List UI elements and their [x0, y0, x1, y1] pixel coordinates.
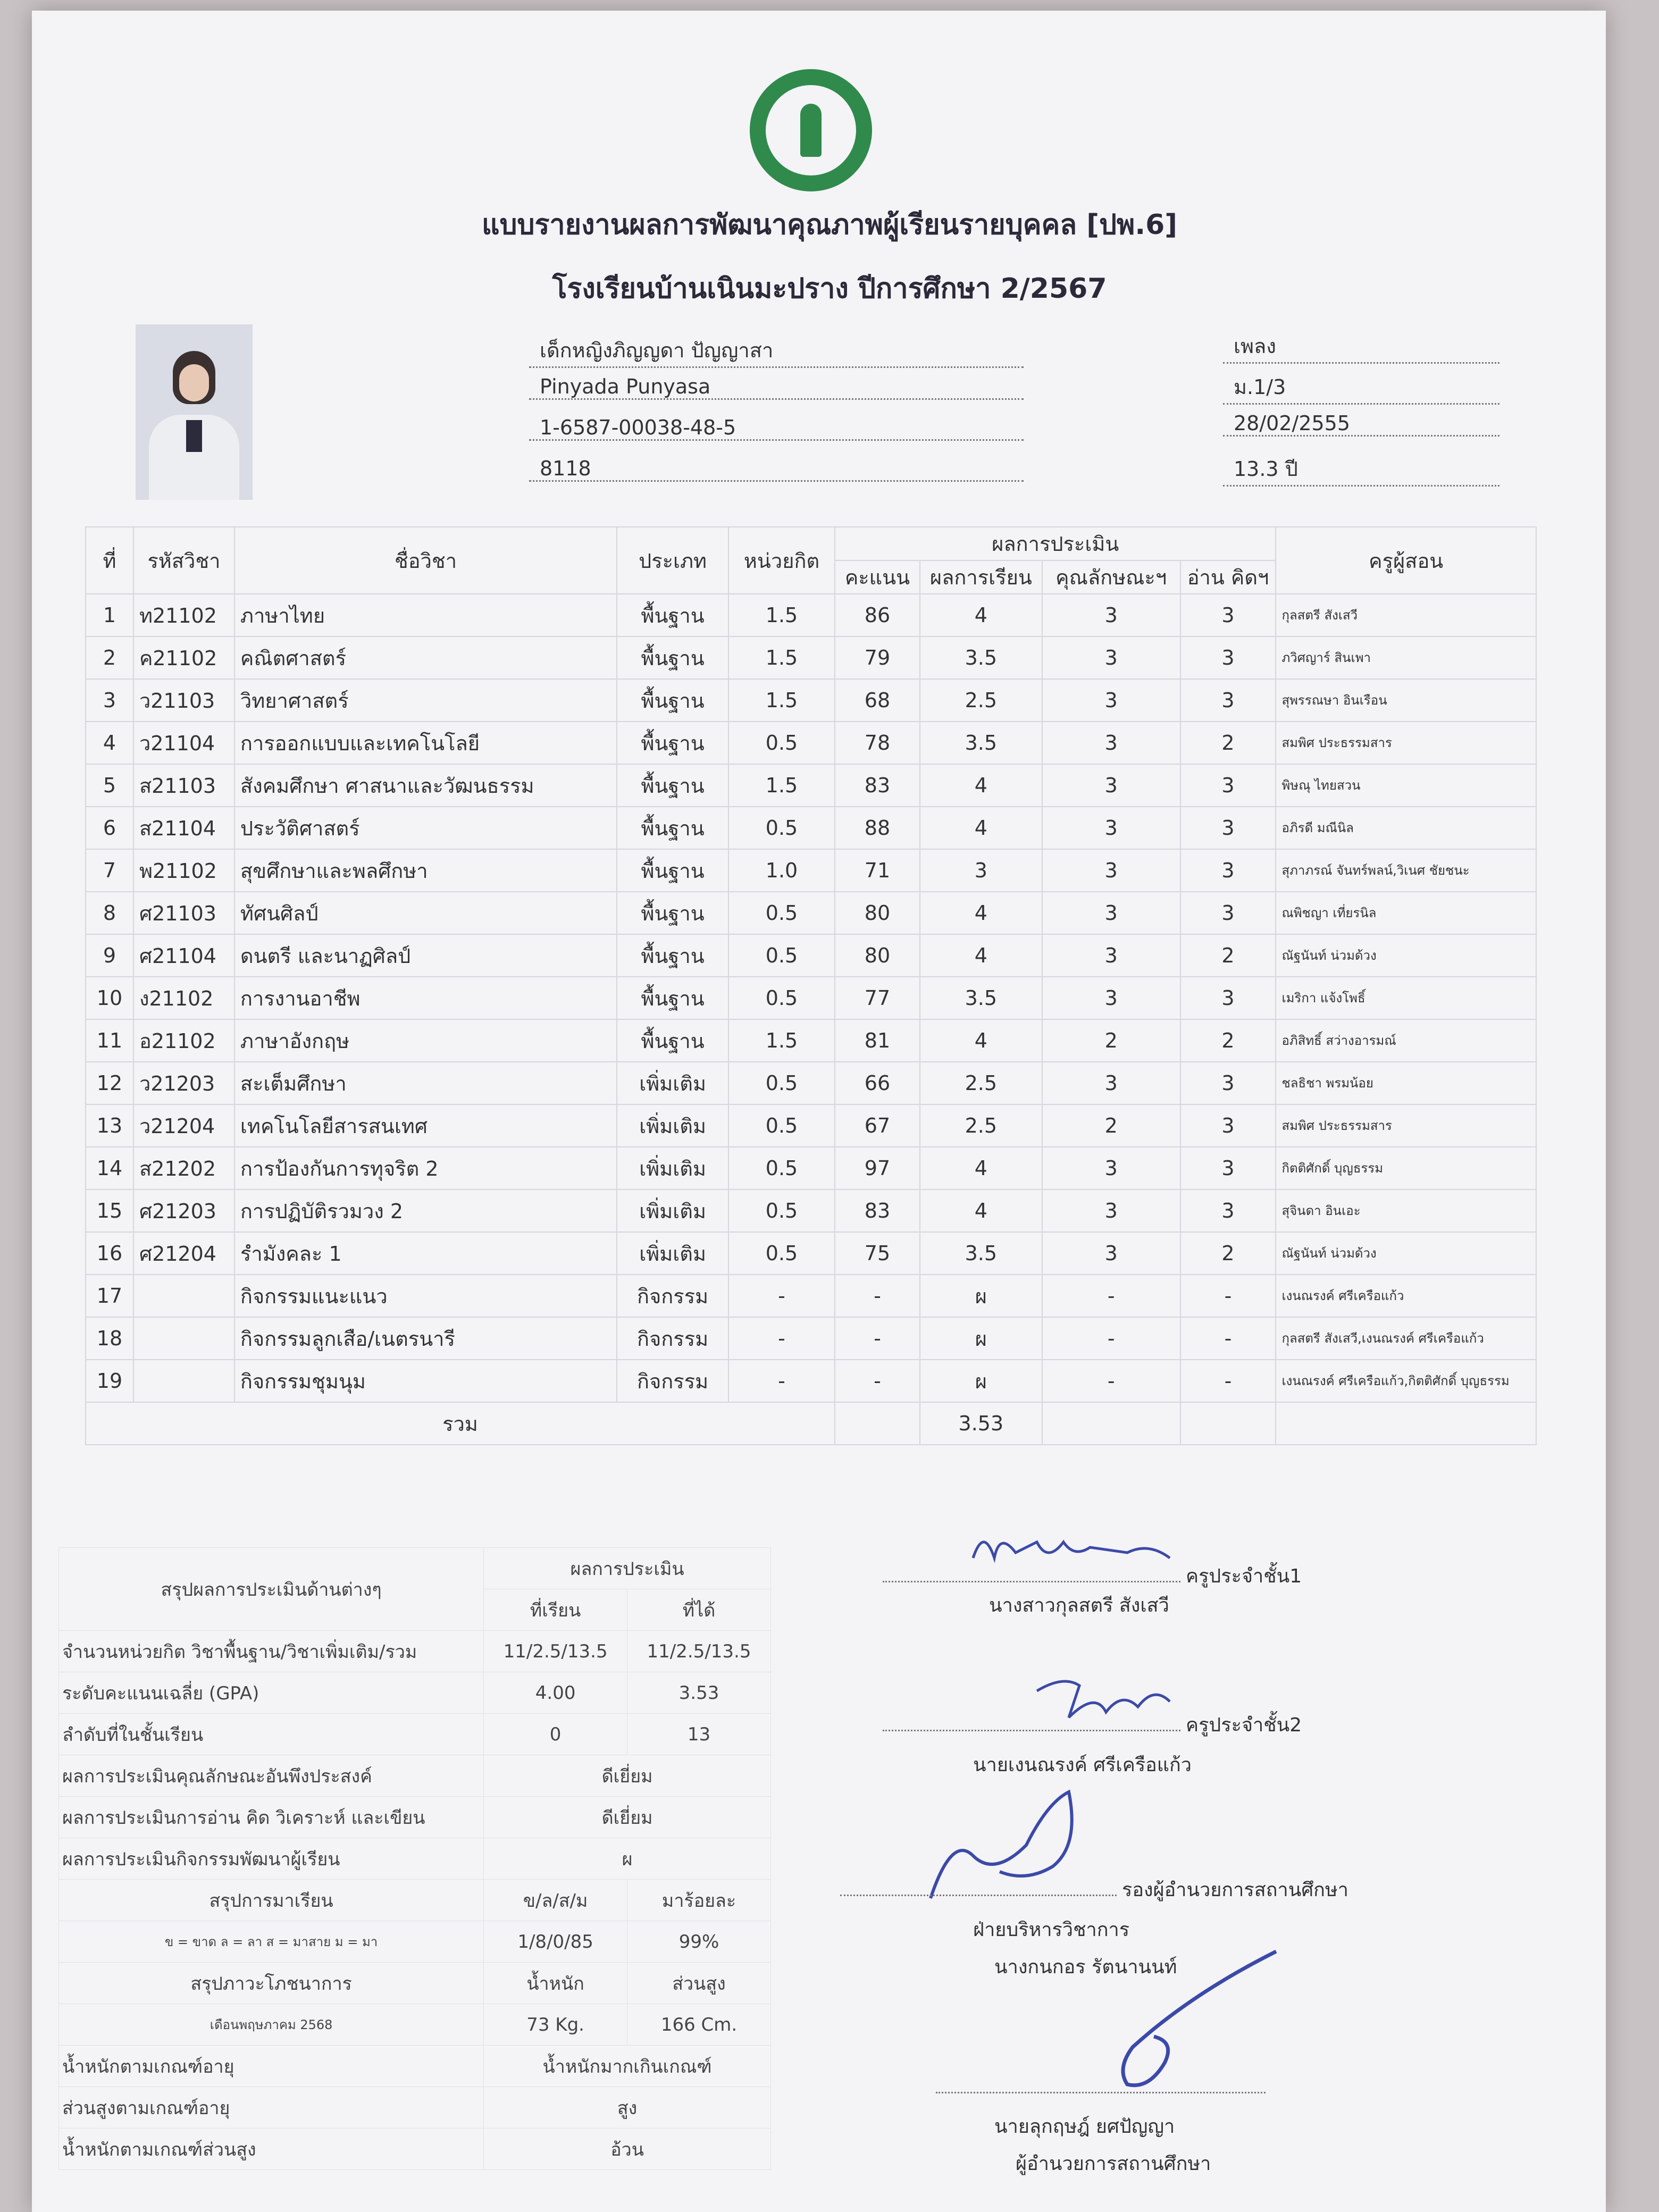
cell-teacher: สมพิศ ประธรรมสาร [1276, 722, 1536, 764]
col-teacher: ครูผู้สอน [1276, 527, 1536, 594]
cell-grade: 2.5 [920, 1062, 1042, 1104]
summary-value-b: 3.53 [627, 1672, 771, 1714]
cell-read: 3 [1180, 1104, 1276, 1147]
summary-value-a: 4.00 [484, 1672, 627, 1714]
col-type: ประเภท [617, 527, 728, 594]
cell-type: พื้นฐาน [617, 892, 728, 934]
cell-credit: - [728, 1317, 835, 1360]
teacher1-role: ครูประจำชั้น1 [1186, 1565, 1302, 1587]
cell-read: 3 [1180, 636, 1276, 679]
table-row [86, 1189, 1536, 1232]
cell-type: เพิ่มเติม [617, 1062, 728, 1104]
cell-score: 68 [835, 679, 920, 722]
cell-teacher: กุลสตรี สังเสวี [1276, 594, 1536, 636]
cell-score: 79 [835, 636, 920, 679]
cell-grade: 4 [920, 934, 1042, 977]
cell-credit: 1.5 [728, 1019, 835, 1062]
summary-label: จำนวนหน่วยกิต วิชาพื้นฐาน/วิชาเพิ่มเติม/รวม [59, 1631, 484, 1672]
cell-credit: 1.5 [728, 764, 835, 807]
cell-read: 3 [1180, 892, 1276, 934]
cell-trait: - [1042, 1275, 1180, 1317]
cell-no: 17 [86, 1275, 133, 1317]
table-row [86, 1360, 1536, 1402]
cell-trait: 2 [1042, 1019, 1180, 1062]
cell-score: 66 [835, 1062, 920, 1104]
table-row [86, 892, 1536, 934]
cell-read: 2 [1180, 1232, 1276, 1275]
table-row [86, 722, 1536, 764]
cell-subject: กิจกรรมลูกเสือ/เนตรนารี [234, 1317, 617, 1360]
cell-no: 16 [86, 1232, 133, 1275]
cell-type: พื้นฐาน [617, 722, 728, 764]
cell-type: พื้นฐาน [617, 977, 728, 1019]
cell-code [133, 1275, 234, 1317]
cell-read: 3 [1180, 977, 1276, 1019]
cell-code: ศ21104 [133, 934, 234, 977]
summary-row [59, 1838, 771, 1880]
cell-code: ง21102 [133, 977, 234, 1019]
cell-subject: ดนตรี และนาฏศิลป์ [234, 934, 617, 977]
cell-subject: ประวัติศาสตร์ [234, 807, 617, 849]
cell-no: 9 [86, 934, 133, 977]
summary-label: ผลการประเมินคุณลักษณะอันพึงประสงค์ [59, 1755, 484, 1797]
summary-value-b: 11/2.5/13.5 [627, 1631, 771, 1672]
summary-value-b: 13 [627, 1714, 771, 1755]
cell-type: เพิ่มเติม [617, 1147, 728, 1189]
cell-teacher: ณัฐนันท์ น่วมด้วง [1276, 1232, 1536, 1275]
summary-value: ดีเยี่ยม [484, 1755, 771, 1797]
cell-read: 3 [1180, 679, 1276, 722]
cell-grade: 2.5 [920, 1104, 1042, 1147]
cell-subject: สังคมศึกษา ศาสนาและวัฒนธรรม [234, 764, 617, 807]
summary-value: ผ [484, 1838, 771, 1880]
cell-credit: 1.5 [728, 594, 835, 636]
bmi-label: น้ำหนักตามเกณฑ์ส่วนสูง [59, 2129, 484, 2170]
cell-read: 3 [1180, 807, 1276, 849]
cell-teacher: เงนณรงค์ ศรีเครือแก้ว [1276, 1275, 1536, 1317]
summary-label: ระดับคะแนนเฉลี่ย (GPA) [59, 1672, 484, 1714]
table-row [86, 977, 1536, 1019]
cell-subject: ภาษาอังกฤษ [234, 1019, 617, 1062]
cell-grade: 3.5 [920, 722, 1042, 764]
table-row [86, 1019, 1536, 1062]
cell-read: 2 [1180, 722, 1276, 764]
national-id: 1-6587-00038-48-5 [529, 416, 1024, 441]
cell-credit: 0.5 [728, 1189, 835, 1232]
weight-value: 73 Kg. [484, 2004, 627, 2046]
cell-no: 4 [86, 722, 133, 764]
cell-code: ท21102 [133, 594, 234, 636]
cell-trait: 3 [1042, 977, 1180, 1019]
cell-no: 11 [86, 1019, 133, 1062]
summary-value-a: 11/2.5/13.5 [484, 1631, 627, 1672]
cell-subject: เทคโนโลยีสารสนเทศ [234, 1104, 617, 1147]
height-value: 166 Cm. [627, 2004, 771, 2046]
cell-trait: 3 [1042, 679, 1180, 722]
cell-type: พื้นฐาน [617, 594, 728, 636]
cell-credit: 0.5 [728, 892, 835, 934]
cell-trait: 3 [1042, 594, 1180, 636]
cell-no: 19 [86, 1360, 133, 1402]
deputy-signature-line [840, 1874, 1348, 1905]
cell-no: 6 [86, 807, 133, 849]
cell-read: - [1180, 1275, 1276, 1317]
bmi-label: ส่วนสูงตามเกณฑ์อายุ [59, 2087, 484, 2129]
cell-no: 15 [86, 1189, 133, 1232]
cell-no: 18 [86, 1317, 133, 1360]
cell-trait: - [1042, 1317, 1180, 1360]
cell-grade: ผ [920, 1360, 1042, 1402]
summary-label: ผลการประเมินกิจกรรมพัฒนาผู้เรียน [59, 1838, 484, 1880]
nutrition-month: เดือนพฤษภาคม 2568 [59, 2004, 484, 2046]
cell-score: 86 [835, 594, 920, 636]
cell-teacher: ภวิศญาร์ สินเพา [1276, 636, 1536, 679]
cell-subject: วิทยาศาสตร์ [234, 679, 617, 722]
cell-trait: 3 [1042, 1147, 1180, 1189]
table-row [86, 1275, 1536, 1317]
cell-grade: 4 [920, 594, 1042, 636]
col-grade: ผลการเรียน [920, 560, 1042, 594]
summary-col-should: ที่เรียน [484, 1589, 627, 1631]
cell-code: ศ21203 [133, 1189, 234, 1232]
cell-read: 3 [1180, 1147, 1276, 1189]
table-row [86, 934, 1536, 977]
summary-value: ดีเยี่ยม [484, 1797, 771, 1838]
cell-teacher: เงนณรงค์ ศรีเครือแก้ว,กิตติศักดิ์ บุญธรรม [1276, 1360, 1536, 1402]
cell-no: 2 [86, 636, 133, 679]
report-title: แบบรายงานผลการพัฒนาคุณภาพผู้เรียนรายบุคคล [ปพ.6] [481, 209, 1178, 241]
cell-credit: - [728, 1275, 835, 1317]
col-credit: หน่วยกิต [728, 527, 835, 594]
cell-score: 77 [835, 977, 920, 1019]
cell-trait: 3 [1042, 764, 1180, 807]
cell-score: 97 [835, 1147, 920, 1189]
cell-grade: 3.5 [920, 636, 1042, 679]
cell-type: เพิ่มเติม [617, 1104, 728, 1147]
summary-row [59, 1714, 771, 1755]
table-row [86, 1147, 1536, 1189]
student-photo [136, 324, 253, 500]
col-reading: อ่าน คิดฯ [1180, 560, 1276, 594]
teacher1-signature [968, 1521, 1191, 1574]
cell-teacher: พิษณุ ไทยสวน [1276, 764, 1536, 807]
cell-trait: 3 [1042, 807, 1180, 849]
cell-teacher: กุลสตรี สังเสวี,เงนณรงค์ ศรีเครือแก้ว [1276, 1317, 1536, 1360]
cell-credit: 0.5 [728, 1104, 835, 1147]
attendance-title: สรุปการมาเรียน [59, 1880, 484, 1921]
cell-teacher: ชลธิชา พรมน้อย [1276, 1062, 1536, 1104]
table-row [86, 807, 1536, 849]
cell-subject: คณิตศาสตร์ [234, 636, 617, 679]
cell-code: ว21203 [133, 1062, 234, 1104]
summary-result-header: ผลการประเมิน [484, 1548, 771, 1589]
cell-teacher: สุจินดา อินเอะ [1276, 1189, 1536, 1232]
cell-type: เพิ่มเติม [617, 1232, 728, 1275]
cell-score: 67 [835, 1104, 920, 1147]
cell-code [133, 1360, 234, 1402]
cell-subject: กิจกรรมแนะแนว [234, 1275, 617, 1317]
cell-score: - [835, 1317, 920, 1360]
cell-credit: 0.5 [728, 722, 835, 764]
weight-header: น้ำหนัก [484, 1963, 627, 2004]
cell-credit: 0.5 [728, 807, 835, 849]
student-en-name: Pinyada Punyasa [529, 375, 1024, 400]
total-label: รวม [86, 1402, 835, 1445]
cell-trait: 3 [1042, 849, 1180, 892]
nutrition-title: สรุปภาวะโภชนาการ [59, 1963, 484, 2004]
cell-subject: การปฏิบัติรวมวง 2 [234, 1189, 617, 1232]
table-row [86, 1317, 1536, 1360]
bmi-label: น้ำหนักตามเกณฑ์อายุ [59, 2046, 484, 2087]
col-result-group: ผลการประเมิน [835, 527, 1276, 560]
cell-subject: กิจกรรมชุมนุม [234, 1360, 617, 1402]
attendance-legend: ข = ขาด ล = ลา ส = มาสาย ม = มา [59, 1921, 484, 1963]
bmi-value: สูง [484, 2087, 771, 2129]
bmi-row [59, 2087, 771, 2129]
cell-code: ว21204 [133, 1104, 234, 1147]
cell-read: - [1180, 1360, 1276, 1402]
cell-trait: 3 [1042, 722, 1180, 764]
cell-code: ส21103 [133, 764, 234, 807]
student-no: 8118 [529, 457, 1024, 482]
cell-read: 3 [1180, 1189, 1276, 1232]
cell-code: ส21104 [133, 807, 234, 849]
col-no: ที่ [86, 527, 133, 594]
table-row [86, 849, 1536, 892]
total-gpa: 3.53 [920, 1402, 1042, 1445]
cell-code: ว21103 [133, 679, 234, 722]
cell-code: ศ21103 [133, 892, 234, 934]
cell-grade: 4 [920, 1147, 1042, 1189]
cell-score: 83 [835, 1189, 920, 1232]
cell-score: 81 [835, 1019, 920, 1062]
cell-type: เพิ่มเติม [617, 1189, 728, 1232]
cell-credit: 0.5 [728, 977, 835, 1019]
cell-grade: 2.5 [920, 679, 1042, 722]
cell-score: - [835, 1275, 920, 1317]
nickname: เพลง [1223, 330, 1499, 364]
cell-grade: ผ [920, 1317, 1042, 1360]
cell-score: 75 [835, 1232, 920, 1275]
cell-teacher: เมริกา แจ้งโพธิ์ [1276, 977, 1536, 1019]
cell-code: ว21104 [133, 722, 234, 764]
cell-read: 2 [1180, 1019, 1276, 1062]
col-subject: ชื่อวิชา [234, 527, 617, 594]
cell-read: 3 [1180, 849, 1276, 892]
table-row [86, 679, 1536, 722]
director-signature-line [936, 2076, 1271, 2098]
cell-no: 14 [86, 1147, 133, 1189]
cell-credit: 1.0 [728, 849, 835, 892]
school-title: โรงเรียนบ้านเนินมะปราง ปีการศึกษา 2/2567 [552, 273, 1107, 305]
teacher2-signature [1032, 1670, 1191, 1728]
director-name: นายลุกฤษฎ์ ยศปัญญา [994, 2116, 1175, 2138]
cell-no: 13 [86, 1104, 133, 1147]
summary-label: ลำดับที่ในชั้นเรียน [59, 1714, 484, 1755]
cell-no: 10 [86, 977, 133, 1019]
cell-score: 83 [835, 764, 920, 807]
cell-no: 1 [86, 594, 133, 636]
cell-read: - [1180, 1317, 1276, 1360]
cell-type: พื้นฐาน [617, 636, 728, 679]
cell-subject: สุขศึกษาและพลศึกษา [234, 849, 617, 892]
cell-trait: 2 [1042, 1104, 1180, 1147]
cell-read: 3 [1180, 1062, 1276, 1104]
cell-credit: 0.5 [728, 1062, 835, 1104]
cell-trait: 3 [1042, 1062, 1180, 1104]
attendance-h1: ข/ล/ส/ม [484, 1880, 627, 1921]
cell-grade: 3 [920, 849, 1042, 892]
cell-teacher: สุภาภรณ์ จันทร์พลน์,วิเนศ ชัยชนะ [1276, 849, 1536, 892]
cell-code: ส21202 [133, 1147, 234, 1189]
cell-no: 8 [86, 892, 133, 934]
cell-trait: 3 [1042, 892, 1180, 934]
cell-credit: - [728, 1360, 835, 1402]
cell-no: 7 [86, 849, 133, 892]
col-score: คะแนน [835, 560, 920, 594]
bmi-value: อ้วน [484, 2129, 771, 2170]
cell-score: 88 [835, 807, 920, 849]
cell-subject: การออกแบบและเทคโนโลยี [234, 722, 617, 764]
cell-type: กิจกรรม [617, 1317, 728, 1360]
bmi-row [59, 2046, 771, 2087]
cell-code: ค21102 [133, 636, 234, 679]
cell-score: 80 [835, 934, 920, 977]
cell-type: พื้นฐาน [617, 764, 728, 807]
cell-type: พื้นฐาน [617, 849, 728, 892]
bmi-value: น้ำหนักมากเกินเกณฑ์ [484, 2046, 771, 2087]
table-row [86, 1232, 1536, 1275]
cell-score: 71 [835, 849, 920, 892]
cell-trait: 3 [1042, 1189, 1180, 1232]
cell-trait: 3 [1042, 636, 1180, 679]
cell-code: พ21102 [133, 849, 234, 892]
cell-subject: การป้องกันการทุจริต 2 [234, 1147, 617, 1189]
cell-no: 5 [86, 764, 133, 807]
attendance-v2: 99% [627, 1921, 771, 1963]
teacher1-name: นางสาวกุลสตรี สังเสวี [989, 1595, 1169, 1616]
summary-title: สรุปผลการประเมินด้านต่างๆ [59, 1548, 484, 1631]
cell-trait: 3 [1042, 1232, 1180, 1275]
table-row [86, 1104, 1536, 1147]
summary-col-got: ที่ได้ [627, 1589, 771, 1631]
cell-teacher: ณพิชญา เที่ยรนิล [1276, 892, 1536, 934]
cell-subject: รำมังคละ 1 [234, 1232, 617, 1275]
cell-read: 3 [1180, 764, 1276, 807]
cell-code: ศ21204 [133, 1232, 234, 1275]
summary-row [59, 1797, 771, 1838]
deputy-role: รองผู้อำนวยการสถานศึกษา [1122, 1879, 1348, 1901]
student-name: เด็กหญิงภิญญดา ปัญญาสา [529, 334, 1024, 368]
cell-type: กิจกรรม [617, 1360, 728, 1402]
cell-teacher: สุพรรณษา อินเรือน [1276, 679, 1536, 722]
deputy-name: นางกนกอร รัตนานนท์ [994, 1956, 1177, 1978]
cell-subject: ทัศนศิลป์ [234, 892, 617, 934]
cell-type: พื้นฐาน [617, 807, 728, 849]
cell-credit: 1.5 [728, 679, 835, 722]
director-role: ผู้อำนวยการสถานศึกษา [1016, 2153, 1211, 2175]
cell-read: 3 [1180, 594, 1276, 636]
cell-subject: สะเต็มศึกษา [234, 1062, 617, 1104]
cell-type: กิจกรรม [617, 1275, 728, 1317]
cell-grade: 4 [920, 764, 1042, 807]
bmi-row [59, 2129, 771, 2170]
summary-row [59, 1672, 771, 1714]
summary-label: ผลการประเมินการอ่าน คิด วิเคราะห์ และเขียน [59, 1797, 484, 1838]
height-header: ส่วนสูง [627, 1963, 771, 2004]
cell-score: 78 [835, 722, 920, 764]
summary-row [59, 1631, 771, 1672]
attendance-v1: 1/8/0/85 [484, 1921, 627, 1963]
cell-credit: 0.5 [728, 1147, 835, 1189]
summary-row [59, 1755, 771, 1797]
cell-credit: 0.5 [728, 934, 835, 977]
cell-credit: 0.5 [728, 1232, 835, 1275]
table-row [86, 1062, 1536, 1104]
cell-grade: ผ [920, 1275, 1042, 1317]
school-seal-icon [750, 69, 872, 191]
date-of-birth: 28/02/2555 [1223, 412, 1499, 437]
cell-score: 80 [835, 892, 920, 934]
cell-grade: 4 [920, 807, 1042, 849]
cell-no: 12 [86, 1062, 133, 1104]
table-row [86, 764, 1536, 807]
attendance-h2: มาร้อยละ [627, 1880, 771, 1921]
cell-read: 2 [1180, 934, 1276, 977]
cell-grade: 3.5 [920, 1232, 1042, 1275]
cell-subject: การงานอาชีพ [234, 977, 617, 1019]
table-row [86, 594, 1536, 636]
summary-value-a: 0 [484, 1714, 627, 1755]
cell-code: อ21102 [133, 1019, 234, 1062]
age: 13.3 ปี [1223, 453, 1499, 487]
cell-teacher: อภิสิทธิ์ สว่างอารมณ์ [1276, 1019, 1536, 1062]
cell-grade: 4 [920, 1019, 1042, 1062]
teacher2-name: นายเงนณรงค์ ศรีเครือแก้ว [973, 1754, 1192, 1776]
table-row [86, 636, 1536, 679]
cell-subject: ภาษาไทย [234, 594, 617, 636]
cell-score: - [835, 1360, 920, 1402]
cell-no: 3 [86, 679, 133, 722]
deputy-dept: ฝ่ายบริหารวิชาการ [973, 1919, 1130, 1941]
cell-teacher: ณัฐนันท์ น่วมด้วง [1276, 934, 1536, 977]
cell-type: พื้นฐาน [617, 679, 728, 722]
cell-credit: 1.5 [728, 636, 835, 679]
cell-grade: 3.5 [920, 977, 1042, 1019]
cell-teacher: กิตติศักดิ์ บุญธรรม [1276, 1147, 1536, 1189]
teacher2-role: ครูประจำชั้น2 [1186, 1714, 1302, 1736]
col-code: รหัสวิชา [133, 527, 234, 594]
cell-trait: 3 [1042, 934, 1180, 977]
col-trait: คุณลักษณะฯ [1042, 560, 1180, 594]
class-room: ม.1/3 [1223, 371, 1499, 405]
cell-teacher: อภิรดี มณีนิล [1276, 807, 1536, 849]
cell-trait: - [1042, 1360, 1180, 1402]
cell-teacher: สมพิศ ประธรรมสาร [1276, 1104, 1536, 1147]
cell-type: พื้นฐาน [617, 934, 728, 977]
grades-table [85, 526, 1537, 1445]
cell-grade: 4 [920, 1189, 1042, 1232]
cell-grade: 4 [920, 892, 1042, 934]
cell-type: พื้นฐาน [617, 1019, 728, 1062]
cell-code [133, 1317, 234, 1360]
summary-table [58, 1547, 771, 2170]
